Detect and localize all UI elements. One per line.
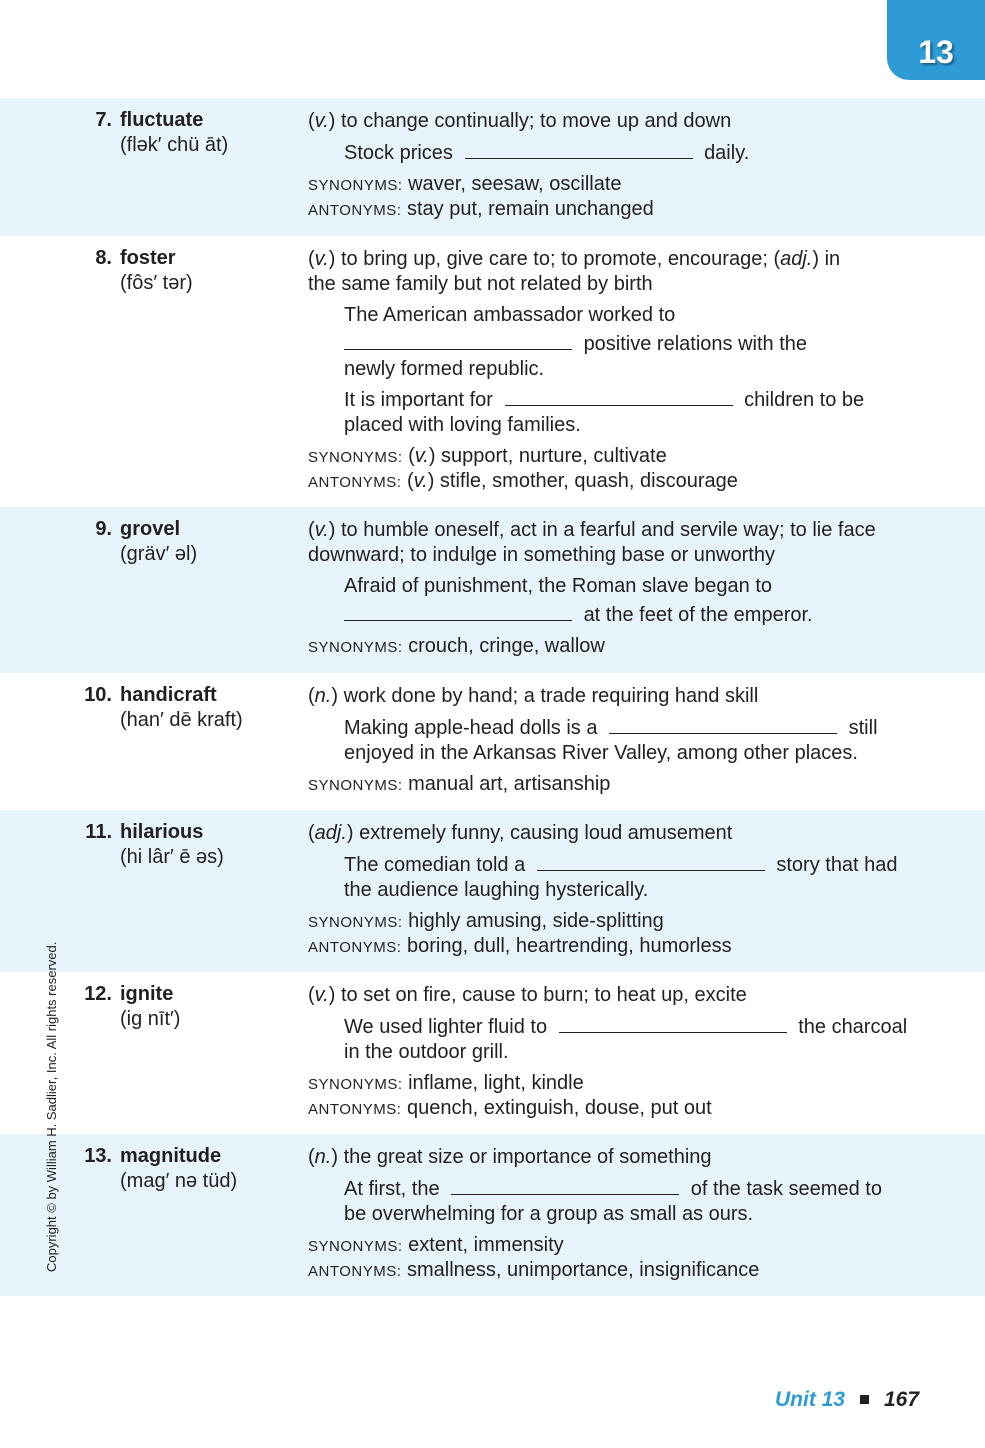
synonyms: SYNONYMS: manual art, artisanship bbox=[308, 773, 611, 795]
definition: (v.) to humble oneself, act in a fearful and servile way; to lie face bbox=[308, 519, 876, 541]
entry-word: foster bbox=[120, 247, 176, 269]
entry-magnitude bbox=[0, 1134, 985, 1296]
answer-blank[interactable] bbox=[344, 619, 572, 621]
example-sentence: The American ambassador worked to bbox=[344, 304, 676, 326]
definition: (v.) to change continually; to move up and down bbox=[308, 110, 732, 132]
entry-pronunciation: (gräv′ əl) bbox=[120, 543, 198, 565]
answer-blank[interactable] bbox=[609, 732, 837, 734]
example-sentence: in the outdoor grill. bbox=[344, 1041, 509, 1063]
entry-pronunciation: (ig nīt′) bbox=[120, 1008, 181, 1030]
synonyms: SYNONYMS: extent, immensity bbox=[308, 1234, 564, 1256]
entry-word: fluctuate bbox=[120, 109, 204, 131]
entry-pronunciation: (hi lâr′ ē əs) bbox=[120, 846, 224, 868]
synonyms: SYNONYMS: highly amusing, side-splitting bbox=[308, 910, 664, 932]
answer-blank[interactable] bbox=[344, 348, 572, 350]
antonyms: ANTONYMS: smallness, unimportance, insignificance bbox=[308, 1259, 760, 1281]
definition: (n.) the great size or importance of something bbox=[308, 1146, 712, 1168]
unit-tab bbox=[887, 0, 985, 80]
example-sentence: at the feet of the emperor. bbox=[344, 603, 813, 627]
entry-pronunciation: (han′ dē kraft) bbox=[120, 709, 243, 731]
antonyms: ANTONYMS: stay put, remain unchanged bbox=[308, 198, 654, 220]
entry-number: 8. bbox=[95, 247, 112, 269]
example-sentence: newly formed republic. bbox=[344, 358, 545, 380]
answer-blank[interactable] bbox=[451, 1193, 679, 1195]
entry-word: magnitude bbox=[120, 1145, 222, 1167]
entry-grovel bbox=[0, 507, 985, 673]
example-sentence: be overwhelming for a group as small as ours. bbox=[344, 1203, 754, 1225]
entry-word: ignite bbox=[120, 983, 174, 1005]
synonyms: SYNONYMS: crouch, cringe, wallow bbox=[308, 635, 605, 657]
example-sentence: Afraid of punishment, the Roman slave began to bbox=[344, 575, 773, 597]
entry-number: 12. bbox=[84, 983, 112, 1005]
answer-blank[interactable] bbox=[505, 404, 733, 406]
antonyms: ANTONYMS: quench, extinguish, douse, put out bbox=[308, 1097, 712, 1119]
entry-number: 13. bbox=[84, 1145, 112, 1167]
answer-blank[interactable] bbox=[559, 1031, 787, 1033]
unit-tab-number: 13 bbox=[918, 34, 954, 70]
entry-ignite bbox=[0, 972, 985, 1134]
definition-continued: the same family but not related by birth bbox=[308, 273, 653, 295]
example-sentence: The comedian told a story that had bbox=[344, 854, 898, 876]
example-sentence: enjoyed in the Arkansas River Valley, among other places. bbox=[344, 742, 858, 764]
synonyms: SYNONYMS: waver, seesaw, oscillate bbox=[308, 173, 622, 195]
definition-continued: downward; to indulge in something base or unworthy bbox=[308, 544, 775, 566]
answer-blank[interactable] bbox=[465, 157, 693, 159]
synonyms: SYNONYMS: (v.) support, nurture, cultivate bbox=[308, 445, 667, 467]
entry-handicraft bbox=[0, 673, 985, 810]
example-sentence: Stock prices daily. bbox=[344, 142, 750, 164]
page-number: 167 bbox=[884, 1388, 920, 1411]
entry-word: hilarious bbox=[120, 821, 204, 843]
definition: (v.) to set on fire, cause to burn; to heat up, excite bbox=[308, 984, 747, 1006]
entry-number: 11. bbox=[85, 821, 112, 843]
example-sentence: Making apple-head dolls is a still bbox=[344, 717, 878, 739]
entry-hilarious bbox=[0, 810, 985, 972]
example-sentence: placed with loving families. bbox=[344, 414, 581, 436]
synonyms: SYNONYMS: inflame, light, kindle bbox=[308, 1072, 584, 1094]
entry-pronunciation: (fôs′ tər) bbox=[120, 272, 193, 294]
antonyms: ANTONYMS: boring, dull, heartrending, humorless bbox=[308, 935, 732, 957]
example-sentence: It is important for children to be bbox=[344, 389, 865, 411]
answer-blank[interactable] bbox=[537, 869, 765, 871]
entry-pronunciation: (mag′ nə tüd) bbox=[120, 1170, 238, 1192]
entry-number: 7. bbox=[95, 109, 112, 131]
entry-word: handicraft bbox=[120, 684, 217, 706]
definition: (n.) work done by hand; a trade requiring hand skill bbox=[308, 685, 759, 707]
entry-word: grovel bbox=[120, 518, 181, 540]
antonyms: ANTONYMS: (v.) stifle, smother, quash, discourage bbox=[308, 470, 738, 492]
entry-number: 10. bbox=[84, 684, 112, 706]
entry-foster bbox=[0, 236, 985, 507]
example-sentence: At first, the of the task seemed to bbox=[344, 1178, 882, 1200]
copyright-notice: Copyright © by William H. Sadlier, Inc. All rights reserved. bbox=[44, 941, 59, 1272]
example-sentence: the audience laughing hysterically. bbox=[344, 879, 649, 901]
footer-unit: Unit 13 bbox=[775, 1388, 846, 1411]
entry-pronunciation: (flək′ chü āt) bbox=[120, 134, 229, 156]
definition: (adj.) extremely funny, causing loud amusement bbox=[308, 822, 733, 844]
entry-fluctuate bbox=[0, 98, 985, 236]
entry-number: 9. bbox=[95, 518, 112, 540]
footer-square-icon bbox=[860, 1395, 869, 1404]
definition: (v.) to bring up, give care to; to promote, encourage; (adj.) in bbox=[308, 248, 841, 270]
example-sentence: positive relations with the bbox=[344, 332, 807, 356]
example-sentence: We used lighter fluid to the charcoal bbox=[344, 1016, 908, 1038]
